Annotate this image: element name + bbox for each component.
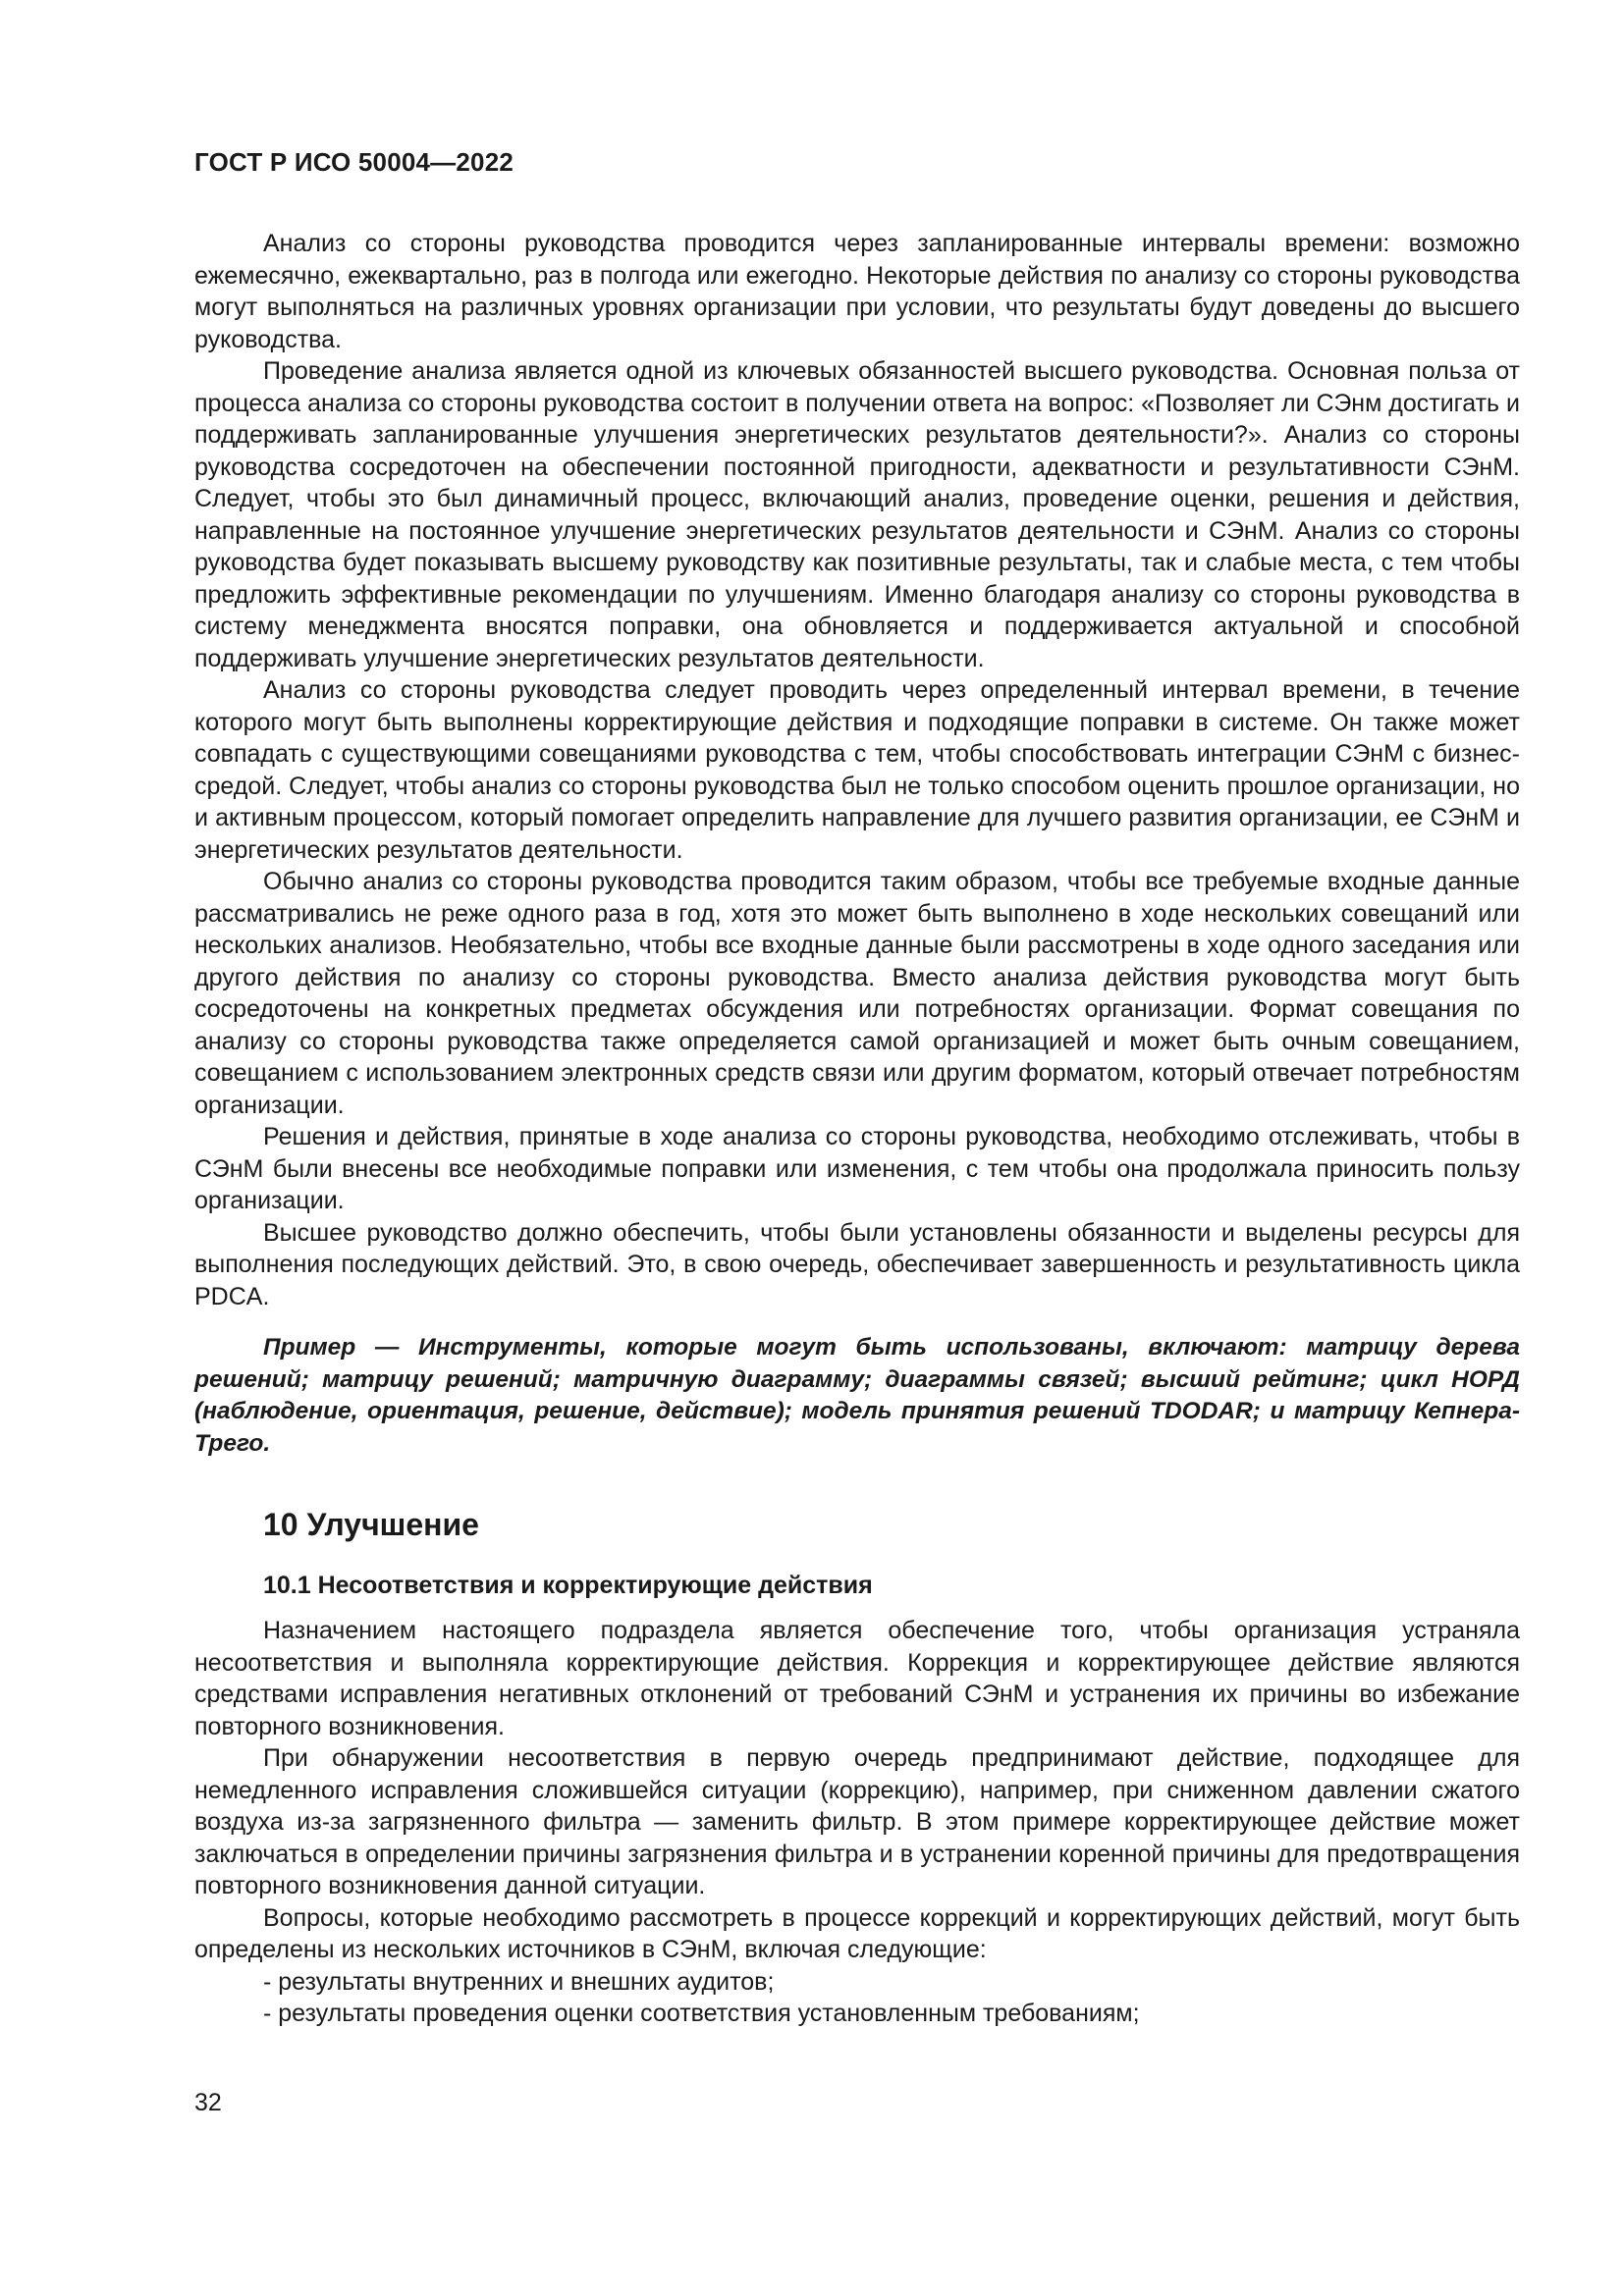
list-item: - результаты внутренних и внешних аудитов;	[263, 1967, 775, 1996]
page-number: 32	[194, 2089, 222, 2116]
paragraph: Высшее руководство должно обеспечить, чтобы были установлены обязанности и выделены ресурсы для выполнения последующих действий. Это, в свою очередь, обеспечивает завершенность и результативность цикла PDCA.	[194, 1218, 1520, 1310]
paragraph: При обнаружении несоответствия в первую очередь предпринимают действие, подходящее для немедленного исправления сложившейся ситуации (коррекцию), например, при сниженном давлении сжатого воздуха из-за загрязненного фильтра — заменить фильтр. В этом примере корректирующее действие может заключаться в определении причины загрязнения фильтра и в устранении коренной причины для предотвращения повторного возникновения данной ситуации.	[194, 1744, 1520, 1899]
paragraph: Проведение анализа является одной из ключевых обязанностей высшего руководства. Основная польза от процесса анализа со стороны руководства состоит в получении ответа на вопрос: «Позволяет ли СЭнм достигать и поддерживать запланированные улучшения энергетических результатов деятельности?». Анализ со стороны руководства сосредоточен на обеспечении постоянной пригодности, адекватности и результативности СЭнМ. Следует, чтобы это был динамичный процесс, включающий анализ, проведение оценки, решения и действия, направленные на постоянное улучшение энергетических результатов деятельности и СЭнМ. Анализ со стороны руководства будет показывать высшему руководству как позитивные результаты, так и слабые места, с тем чтобы предложить эффективные рекомендации по улучшениям. Именно благодаря анализу со стороны руководства в систему менеджмента вносятся поправки, она обновляется и поддерживается актуальной и способной поддерживать улучшение энергетических результатов деятельности.	[194, 357, 1520, 672]
example-note: Пример — Инструменты, которые могут быть использованы, включают: матрицу дерева решений; матрицу решений; матричную диаграмму; диаграммы связей; высший рейтинг; цикл НОРД (наблюдение, ориентация, решение, действие); модель принятия решений TDODAR; и матрицу Кепнера-Трего.	[194, 1334, 1520, 1457]
paragraph: Назначением настоящего подраздела является обеспечение того, чтобы организация устраняла несоответствия и выполняла корректирующие действия. Коррекция и корректирующее действие являются средствами исправления негативных отклонений от требований СЭнМ и устранения их причины во избежание повторного возникновения.	[194, 1617, 1520, 1740]
section-title: 10 Улучшение	[263, 1507, 479, 1542]
paragraph: Обычно анализ со стороны руководства проводится таким образом, чтобы все требуемые входные данные рассматривались не реже одного раза в год, хотя это может быть выполнено в ходе нескольких совещаний или нескольких анализов. Необязательно, чтобы все входные данные были рассмотрены в ходе одного заседания или другого действия по анализу со стороны руководства. Вместо анализа действия руководства могут быть сосредоточены на конкретных предметах обсуждения или потребностях организации. Формат совещания по анализу со стороны руководства также определяется самой организацией и может быть очным совещанием, совещанием с использованием электронных средств связи или другим форматом, который отвечает потребностям организации.	[194, 868, 1520, 1119]
paragraph: Анализ со стороны руководства следует проводить через определенный интервал времени, в течение которого могут быть выполнены корректирующие действия и подходящие поправки в системе. Он также может совпадать с существующими совещаниями руководства с тем, чтобы способствовать интеграции СЭнМ с бизнес-средой. Следует, чтобы анализ со стороны руководства был не только способом оценить прошлое организации, но и активным процессом, который помогает определить направление для лучшего развития организации, ее СЭнМ и энергетических результатов деятельности.	[194, 676, 1520, 864]
document-header: ГОСТ Р ИСО 50004—2022	[194, 147, 514, 177]
paragraph: Решения и действия, принятые в ходе анализа со стороны руководства, необходимо отслеживать, чтобы в СЭнМ были внесены все необходимые поправки или изменения, с тем чтобы она продолжала приносить пользу организации.	[194, 1123, 1520, 1214]
paragraph: Анализ со стороны руководства проводится через запланированные интервалы времени: возможно ежемесячно, ежеквартально, раз в полгода или ежегодно. Некоторые действия по анализу со стороны руководства могут выполняться на различных уровнях организации при условии, что результаты будут доведены до высшего руководства.	[194, 230, 1520, 353]
paragraph: Вопросы, которые необходимо рассмотреть в процессе коррекций и корректирующих действий, могут быть определены из нескольких источников в СЭнМ, включая следующие:	[194, 1903, 1520, 1963]
list-item: - результаты проведения оценки соответствия установленным требованиям;	[263, 2000, 1140, 2027]
document-body	[194, 228, 1520, 2030]
subsection-title: 10.1 Несоответствия и корректирующие действия	[263, 1572, 873, 1599]
